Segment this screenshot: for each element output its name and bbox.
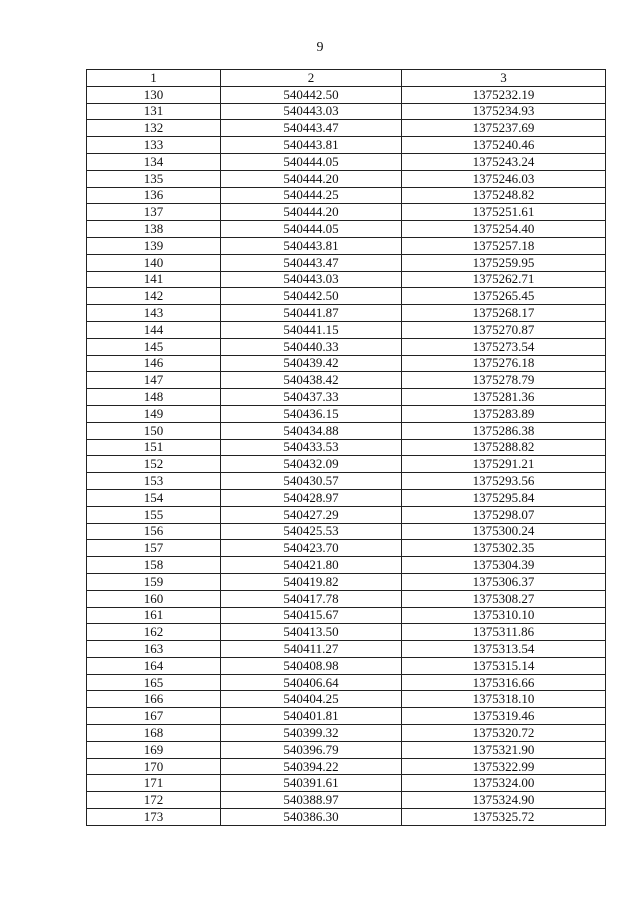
column-header-3: 3	[402, 70, 606, 87]
table-row	[87, 221, 606, 238]
y-coordinate-cell: 1375262.71	[402, 271, 606, 288]
table-row	[87, 338, 606, 355]
x-coordinate-cell: 540428.97	[221, 489, 402, 506]
table-row	[87, 557, 606, 574]
x-coordinate-cell: 540434.88	[221, 422, 402, 439]
point-number-cell: 143	[87, 305, 221, 322]
x-coordinate-cell: 540441.15	[221, 321, 402, 338]
point-number-cell: 153	[87, 473, 221, 490]
table-row	[87, 153, 606, 170]
y-coordinate-cell: 1375276.18	[402, 355, 606, 372]
point-number-cell: 139	[87, 237, 221, 254]
table-row	[87, 624, 606, 641]
y-coordinate-cell: 1375254.40	[402, 221, 606, 238]
point-number-cell: 149	[87, 405, 221, 422]
table-row	[87, 305, 606, 322]
y-coordinate-cell: 1375316.66	[402, 674, 606, 691]
table-row	[87, 271, 606, 288]
point-number-cell: 152	[87, 456, 221, 473]
x-coordinate-cell: 540427.29	[221, 506, 402, 523]
point-number-cell: 151	[87, 439, 221, 456]
point-number-cell: 170	[87, 758, 221, 775]
x-coordinate-cell: 540406.64	[221, 674, 402, 691]
table-row	[87, 691, 606, 708]
point-number-cell: 148	[87, 389, 221, 406]
y-coordinate-cell: 1375243.24	[402, 153, 606, 170]
x-coordinate-cell: 540444.05	[221, 153, 402, 170]
x-coordinate-cell: 540413.50	[221, 624, 402, 641]
point-number-cell: 142	[87, 288, 221, 305]
x-coordinate-cell: 540443.03	[221, 103, 402, 120]
y-coordinate-cell: 1375257.18	[402, 237, 606, 254]
table-row	[87, 405, 606, 422]
y-coordinate-cell: 1375270.87	[402, 321, 606, 338]
y-coordinate-cell: 1375298.07	[402, 506, 606, 523]
point-number-cell: 160	[87, 590, 221, 607]
y-coordinate-cell: 1375318.10	[402, 691, 606, 708]
table-row	[87, 741, 606, 758]
y-coordinate-cell: 1375259.95	[402, 254, 606, 271]
table-row	[87, 573, 606, 590]
y-coordinate-cell: 1375278.79	[402, 372, 606, 389]
y-coordinate-cell: 1375246.03	[402, 170, 606, 187]
x-coordinate-cell: 540401.81	[221, 708, 402, 725]
x-coordinate-cell: 540443.81	[221, 237, 402, 254]
table-row	[87, 506, 606, 523]
table-row	[87, 674, 606, 691]
y-coordinate-cell: 1375248.82	[402, 187, 606, 204]
point-number-cell: 132	[87, 120, 221, 137]
table-row	[87, 86, 606, 103]
x-coordinate-cell: 540444.20	[221, 170, 402, 187]
y-coordinate-cell: 1375324.90	[402, 792, 606, 809]
x-coordinate-cell: 540438.42	[221, 372, 402, 389]
x-coordinate-cell: 540443.81	[221, 137, 402, 154]
table-row	[87, 725, 606, 742]
point-number-cell: 141	[87, 271, 221, 288]
x-coordinate-cell: 540442.50	[221, 86, 402, 103]
table-row	[87, 120, 606, 137]
point-number-cell: 173	[87, 809, 221, 826]
table-row	[87, 170, 606, 187]
x-coordinate-cell: 540394.22	[221, 758, 402, 775]
x-coordinate-cell: 540408.98	[221, 657, 402, 674]
y-coordinate-cell: 1375283.89	[402, 405, 606, 422]
table-row	[87, 456, 606, 473]
point-number-cell: 159	[87, 573, 221, 590]
x-coordinate-cell: 540404.25	[221, 691, 402, 708]
table-row	[87, 523, 606, 540]
table-row	[87, 641, 606, 658]
table-row	[87, 489, 606, 506]
x-coordinate-cell: 540421.80	[221, 557, 402, 574]
x-coordinate-cell: 540411.27	[221, 641, 402, 658]
table-row	[87, 540, 606, 557]
table-row	[87, 758, 606, 775]
point-number-cell: 147	[87, 372, 221, 389]
table-row	[87, 657, 606, 674]
y-coordinate-cell: 1375325.72	[402, 809, 606, 826]
x-coordinate-cell: 540443.47	[221, 120, 402, 137]
table-row	[87, 137, 606, 154]
y-coordinate-cell: 1375300.24	[402, 523, 606, 540]
table-row	[87, 809, 606, 826]
point-number-cell: 167	[87, 708, 221, 725]
y-coordinate-cell: 1375319.46	[402, 708, 606, 725]
point-number-cell: 163	[87, 641, 221, 658]
table-row	[87, 590, 606, 607]
x-coordinate-cell: 540440.33	[221, 338, 402, 355]
point-number-cell: 161	[87, 607, 221, 624]
point-number-cell: 157	[87, 540, 221, 557]
point-number-cell: 150	[87, 422, 221, 439]
table-row	[87, 708, 606, 725]
x-coordinate-cell: 540391.61	[221, 775, 402, 792]
y-coordinate-cell: 1375286.38	[402, 422, 606, 439]
x-coordinate-cell: 540433.53	[221, 439, 402, 456]
point-number-cell: 136	[87, 187, 221, 204]
x-coordinate-cell: 540415.67	[221, 607, 402, 624]
y-coordinate-cell: 1375320.72	[402, 725, 606, 742]
point-number-cell: 144	[87, 321, 221, 338]
y-coordinate-cell: 1375268.17	[402, 305, 606, 322]
y-coordinate-cell: 1375265.45	[402, 288, 606, 305]
point-number-cell: 168	[87, 725, 221, 742]
x-coordinate-cell: 540437.33	[221, 389, 402, 406]
x-coordinate-cell: 540399.32	[221, 725, 402, 742]
column-header-1: 1	[87, 70, 221, 87]
y-coordinate-cell: 1375308.27	[402, 590, 606, 607]
table-row	[87, 254, 606, 271]
point-number-cell: 146	[87, 355, 221, 372]
table-row	[87, 775, 606, 792]
y-coordinate-cell: 1375293.56	[402, 473, 606, 490]
coordinates-table	[86, 69, 606, 826]
y-coordinate-cell: 1375302.35	[402, 540, 606, 557]
point-number-cell: 133	[87, 137, 221, 154]
point-number-cell: 130	[87, 86, 221, 103]
table-row	[87, 389, 606, 406]
table-row	[87, 439, 606, 456]
y-coordinate-cell: 1375240.46	[402, 137, 606, 154]
x-coordinate-cell: 540442.50	[221, 288, 402, 305]
table-row	[87, 473, 606, 490]
table-row	[87, 187, 606, 204]
x-coordinate-cell: 540432.09	[221, 456, 402, 473]
x-coordinate-cell: 540444.20	[221, 204, 402, 221]
y-coordinate-cell: 1375232.19	[402, 86, 606, 103]
table-row	[87, 355, 606, 372]
point-number-cell: 165	[87, 674, 221, 691]
point-number-cell: 135	[87, 170, 221, 187]
x-coordinate-cell: 540423.70	[221, 540, 402, 557]
point-number-cell: 162	[87, 624, 221, 641]
point-number-cell: 164	[87, 657, 221, 674]
x-coordinate-cell: 540444.25	[221, 187, 402, 204]
table-row	[87, 204, 606, 221]
table-row	[87, 288, 606, 305]
x-coordinate-cell: 540386.30	[221, 809, 402, 826]
point-number-cell: 172	[87, 792, 221, 809]
y-coordinate-cell: 1375237.69	[402, 120, 606, 137]
table-row	[87, 321, 606, 338]
x-coordinate-cell: 540443.47	[221, 254, 402, 271]
x-coordinate-cell: 540436.15	[221, 405, 402, 422]
y-coordinate-cell: 1375313.54	[402, 641, 606, 658]
x-coordinate-cell: 540388.97	[221, 792, 402, 809]
y-coordinate-cell: 1375311.86	[402, 624, 606, 641]
point-number-cell: 145	[87, 338, 221, 355]
point-number-cell: 140	[87, 254, 221, 271]
x-coordinate-cell: 540419.82	[221, 573, 402, 590]
y-coordinate-cell: 1375295.84	[402, 489, 606, 506]
y-coordinate-cell: 1375234.93	[402, 103, 606, 120]
point-number-cell: 166	[87, 691, 221, 708]
table-row	[87, 372, 606, 389]
table-row	[87, 237, 606, 254]
y-coordinate-cell: 1375281.36	[402, 389, 606, 406]
x-coordinate-cell: 540444.05	[221, 221, 402, 238]
y-coordinate-cell: 1375304.39	[402, 557, 606, 574]
point-number-cell: 171	[87, 775, 221, 792]
point-number-cell: 138	[87, 221, 221, 238]
table-row	[87, 792, 606, 809]
point-number-cell: 156	[87, 523, 221, 540]
y-coordinate-cell: 1375322.99	[402, 758, 606, 775]
y-coordinate-cell: 1375321.90	[402, 741, 606, 758]
x-coordinate-cell: 540425.53	[221, 523, 402, 540]
point-number-cell: 134	[87, 153, 221, 170]
point-number-cell: 169	[87, 741, 221, 758]
y-coordinate-cell: 1375288.82	[402, 439, 606, 456]
x-coordinate-cell: 540441.87	[221, 305, 402, 322]
point-number-cell: 154	[87, 489, 221, 506]
x-coordinate-cell: 540430.57	[221, 473, 402, 490]
table-header-row	[87, 70, 606, 87]
y-coordinate-cell: 1375324.00	[402, 775, 606, 792]
point-number-cell: 155	[87, 506, 221, 523]
x-coordinate-cell: 540439.42	[221, 355, 402, 372]
y-coordinate-cell: 1375315.14	[402, 657, 606, 674]
x-coordinate-cell: 540417.78	[221, 590, 402, 607]
x-coordinate-cell: 540396.79	[221, 741, 402, 758]
column-header-2: 2	[221, 70, 402, 87]
page-number: 9	[316, 40, 324, 55]
point-number-cell: 137	[87, 204, 221, 221]
y-coordinate-cell: 1375251.61	[402, 204, 606, 221]
point-number-cell: 131	[87, 103, 221, 120]
point-number-cell: 158	[87, 557, 221, 574]
y-coordinate-cell: 1375273.54	[402, 338, 606, 355]
table-row	[87, 103, 606, 120]
table-row	[87, 422, 606, 439]
table-row	[87, 607, 606, 624]
y-coordinate-cell: 1375306.37	[402, 573, 606, 590]
y-coordinate-cell: 1375291.21	[402, 456, 606, 473]
x-coordinate-cell: 540443.03	[221, 271, 402, 288]
y-coordinate-cell: 1375310.10	[402, 607, 606, 624]
